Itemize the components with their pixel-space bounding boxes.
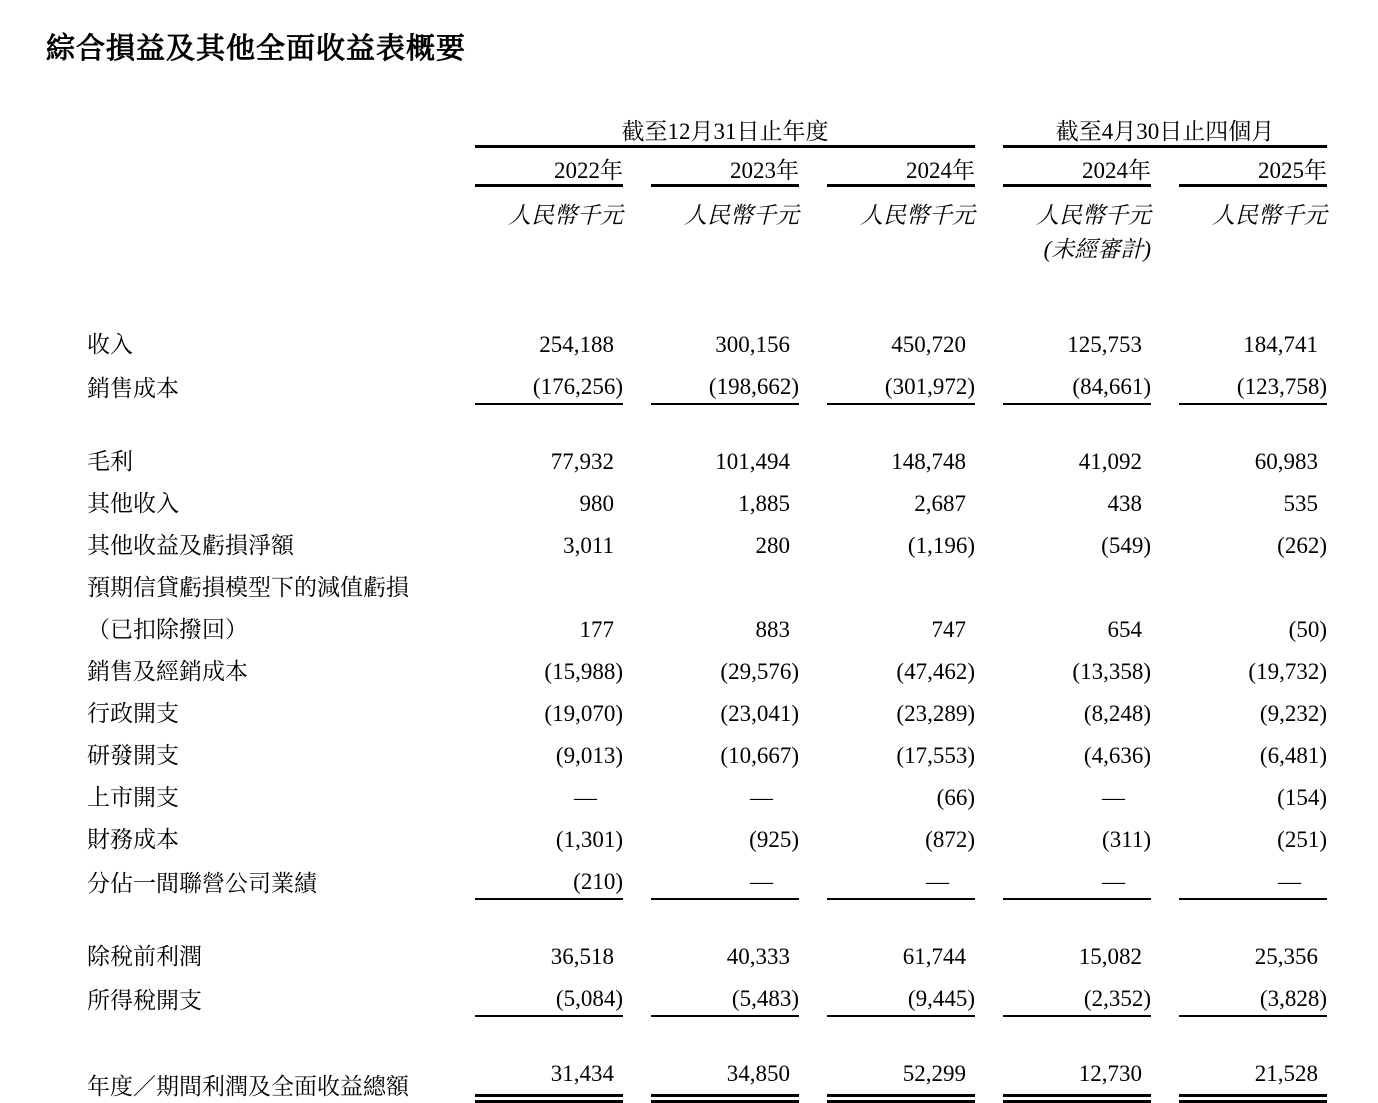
spacer-row: [87, 405, 1327, 436]
row-label: 上市開支: [87, 785, 179, 811]
amount-cell: (23,289): [896, 701, 975, 727]
unit-header-row: [87, 187, 1327, 229]
amount-cell: —: [651, 856, 799, 900]
row-label: 年度／期間利潤及全面收益總額: [87, 1074, 409, 1100]
amount-cell: (210): [475, 856, 623, 900]
amount-cell: 77,932: [550, 449, 614, 475]
amount-cell: (3,828): [1179, 973, 1327, 1017]
row-label: 其他收入: [87, 491, 179, 517]
amount-cell: 177: [579, 617, 614, 643]
spacer-row: [87, 1017, 1327, 1048]
amount-cell: 31,434: [475, 1048, 623, 1103]
amount-cell: (19,070): [544, 701, 623, 727]
table-row: [87, 520, 1327, 562]
amount-cell: (84,661): [1003, 361, 1151, 405]
row-label: 行政開支: [87, 701, 179, 727]
amount-cell: (6,481): [1259, 743, 1327, 769]
amount-cell: 36,518: [550, 944, 614, 970]
unit-label: 人民幣千元: [860, 203, 975, 229]
amount-cell: 3,011: [563, 533, 614, 559]
amount-cell: (66): [936, 785, 975, 811]
amount-cell: 747: [931, 617, 966, 643]
amount-cell: 184,741: [1243, 332, 1318, 358]
amount-cell: 34,850: [651, 1048, 799, 1103]
amount-cell: (311): [1102, 827, 1151, 853]
amount-cell: 61,744: [902, 944, 966, 970]
amount-cell: 438: [1107, 491, 1142, 517]
row-label: 財務成本: [87, 827, 179, 853]
year-header-2024: 2024年: [827, 148, 975, 187]
table-row: [87, 973, 1327, 1017]
amount-cell: (29,576): [720, 659, 799, 685]
amount-cell: —: [1179, 856, 1327, 900]
amount-cell: 125,753: [1067, 332, 1142, 358]
header-spacer-cell: [87, 229, 447, 263]
row-label: 所得稅開支: [87, 988, 202, 1014]
amount-cell: (262): [1277, 533, 1327, 559]
amount-cell: [475, 562, 623, 604]
amount-cell: (154): [1277, 785, 1327, 811]
table-row: [87, 319, 1327, 361]
amount-cell: (4,636): [1083, 743, 1151, 769]
table-row: [87, 772, 1327, 814]
amount-cell: (10,667): [720, 743, 799, 769]
amount-cell: 25,356: [1254, 944, 1318, 970]
table-header: [87, 103, 1327, 263]
table-row: [87, 931, 1327, 973]
amount-cell: 654: [1107, 617, 1142, 643]
year-header-2023: 2023年: [651, 148, 799, 187]
amount-cell: (1,196): [907, 533, 975, 559]
header-spacer-cell: [87, 103, 447, 148]
amount-cell: (925): [749, 827, 799, 853]
amount-cell: (47,462): [896, 659, 975, 685]
spacer-row: [87, 900, 1327, 931]
year-header-row: [87, 148, 1327, 187]
amount-cell: (5,483): [651, 973, 799, 1017]
amount-cell: —: [574, 785, 597, 811]
table-row: [87, 604, 1327, 646]
audit-note: [827, 229, 975, 263]
row-label: 分佔一間聯營公司業績: [87, 871, 317, 897]
amount-cell: (5,084): [475, 973, 623, 1017]
table-row: [87, 730, 1327, 772]
unit-label: 人民幣千元: [1212, 203, 1327, 229]
amount-cell: (9,445): [827, 973, 975, 1017]
year-header-2022: 2022年: [475, 148, 623, 187]
audit-note: [475, 229, 623, 263]
amount-cell: [1179, 562, 1327, 604]
row-label: 除稅前利潤: [87, 944, 202, 970]
unit-label: 人民幣千元: [1036, 203, 1151, 229]
row-label: 銷售及經銷成本: [87, 659, 248, 685]
spacer-row: [87, 263, 1327, 319]
amount-cell: 60,983: [1254, 449, 1318, 475]
amount-cell: 980: [579, 491, 614, 517]
row-label: 研發開支: [87, 743, 179, 769]
amount-cell: (9,232): [1259, 701, 1327, 727]
table-row: [87, 562, 1327, 604]
amount-cell: (23,041): [720, 701, 799, 727]
amount-cell: 21,528: [1179, 1048, 1327, 1103]
amount-cell: (251): [1277, 827, 1327, 853]
amount-cell: (549): [1101, 533, 1151, 559]
row-label: 收入: [87, 332, 133, 358]
amount-cell: —: [1003, 856, 1151, 900]
amount-cell: —: [1102, 785, 1125, 811]
amount-cell: 40,333: [726, 944, 790, 970]
row-label: （已扣除撥回）: [87, 617, 248, 643]
amount-cell: 148,748: [891, 449, 966, 475]
amount-cell: (176,256): [475, 361, 623, 405]
amount-cell: 450,720: [891, 332, 966, 358]
amount-cell: —: [827, 856, 975, 900]
amount-cell: (17,553): [896, 743, 975, 769]
table-row: [87, 856, 1327, 900]
amount-cell: (50): [1288, 617, 1327, 643]
row-label: 其他收益及虧損淨額: [87, 533, 294, 559]
row-label: 毛利: [87, 449, 133, 475]
group-header-annual: 截至12月31日止年度: [475, 103, 975, 148]
page-title: 綜合損益及其他全面收益表概要: [46, 33, 467, 65]
amount-cell: 280: [755, 533, 790, 559]
table-row: [87, 361, 1327, 405]
amount-cell: (8,248): [1083, 701, 1151, 727]
amount-cell: (301,972): [827, 361, 975, 405]
amount-cell: 15,082: [1078, 944, 1142, 970]
amount-cell: (872): [925, 827, 975, 853]
table-row: [87, 436, 1327, 478]
table-body: [87, 263, 1327, 1103]
header-spacer-cell: [87, 148, 447, 187]
amount-cell: (15,988): [544, 659, 623, 685]
table-row: [87, 478, 1327, 520]
amount-cell: (198,662): [651, 361, 799, 405]
amount-cell: 535: [1283, 491, 1318, 517]
unit-label: 人民幣千元: [508, 203, 623, 229]
group-header-row: [87, 103, 1327, 148]
financial-table: [59, 103, 1355, 1103]
table-row: [87, 814, 1327, 856]
year-header-2024-apr: 2024年: [1003, 148, 1151, 187]
amount-cell: 254,188: [539, 332, 614, 358]
row-label: 預期信貸虧損模型下的減值虧損: [87, 575, 409, 601]
amount-cell: —: [750, 785, 773, 811]
amount-cell: (1,301): [555, 827, 623, 853]
amount-cell: (19,732): [1248, 659, 1327, 685]
amount-cell: (9,013): [555, 743, 623, 769]
audit-note: [651, 229, 799, 263]
row-label: 銷售成本: [87, 376, 179, 402]
amount-cell: (2,352): [1003, 973, 1151, 1017]
group-header-four-months: 截至4月30日止四個月: [1003, 103, 1327, 148]
amount-cell: [651, 562, 799, 604]
table-row: [87, 646, 1327, 688]
audit-note-unaudited: (未經審計): [1043, 237, 1151, 263]
header-spacer-cell: [87, 187, 447, 229]
table-row: [87, 1048, 1327, 1103]
amount-cell: (123,758): [1179, 361, 1327, 405]
note-header-row: [87, 229, 1327, 263]
audit-note: [1179, 229, 1327, 263]
amount-cell: 1,885: [738, 491, 790, 517]
amount-cell: 883: [755, 617, 790, 643]
amount-cell: 12,730: [1003, 1048, 1151, 1103]
amount-cell: 2,687: [914, 491, 966, 517]
amount-cell: 52,299: [827, 1048, 975, 1103]
year-header-2025: 2025年: [1179, 148, 1327, 187]
amount-cell: 300,156: [715, 332, 790, 358]
amount-cell: 101,494: [715, 449, 790, 475]
table-row: [87, 688, 1327, 730]
amount-cell: [827, 562, 975, 604]
amount-cell: (13,358): [1072, 659, 1151, 685]
unit-label: 人民幣千元: [684, 203, 799, 229]
amount-cell: 41,092: [1078, 449, 1142, 475]
amount-cell: [1003, 562, 1151, 604]
